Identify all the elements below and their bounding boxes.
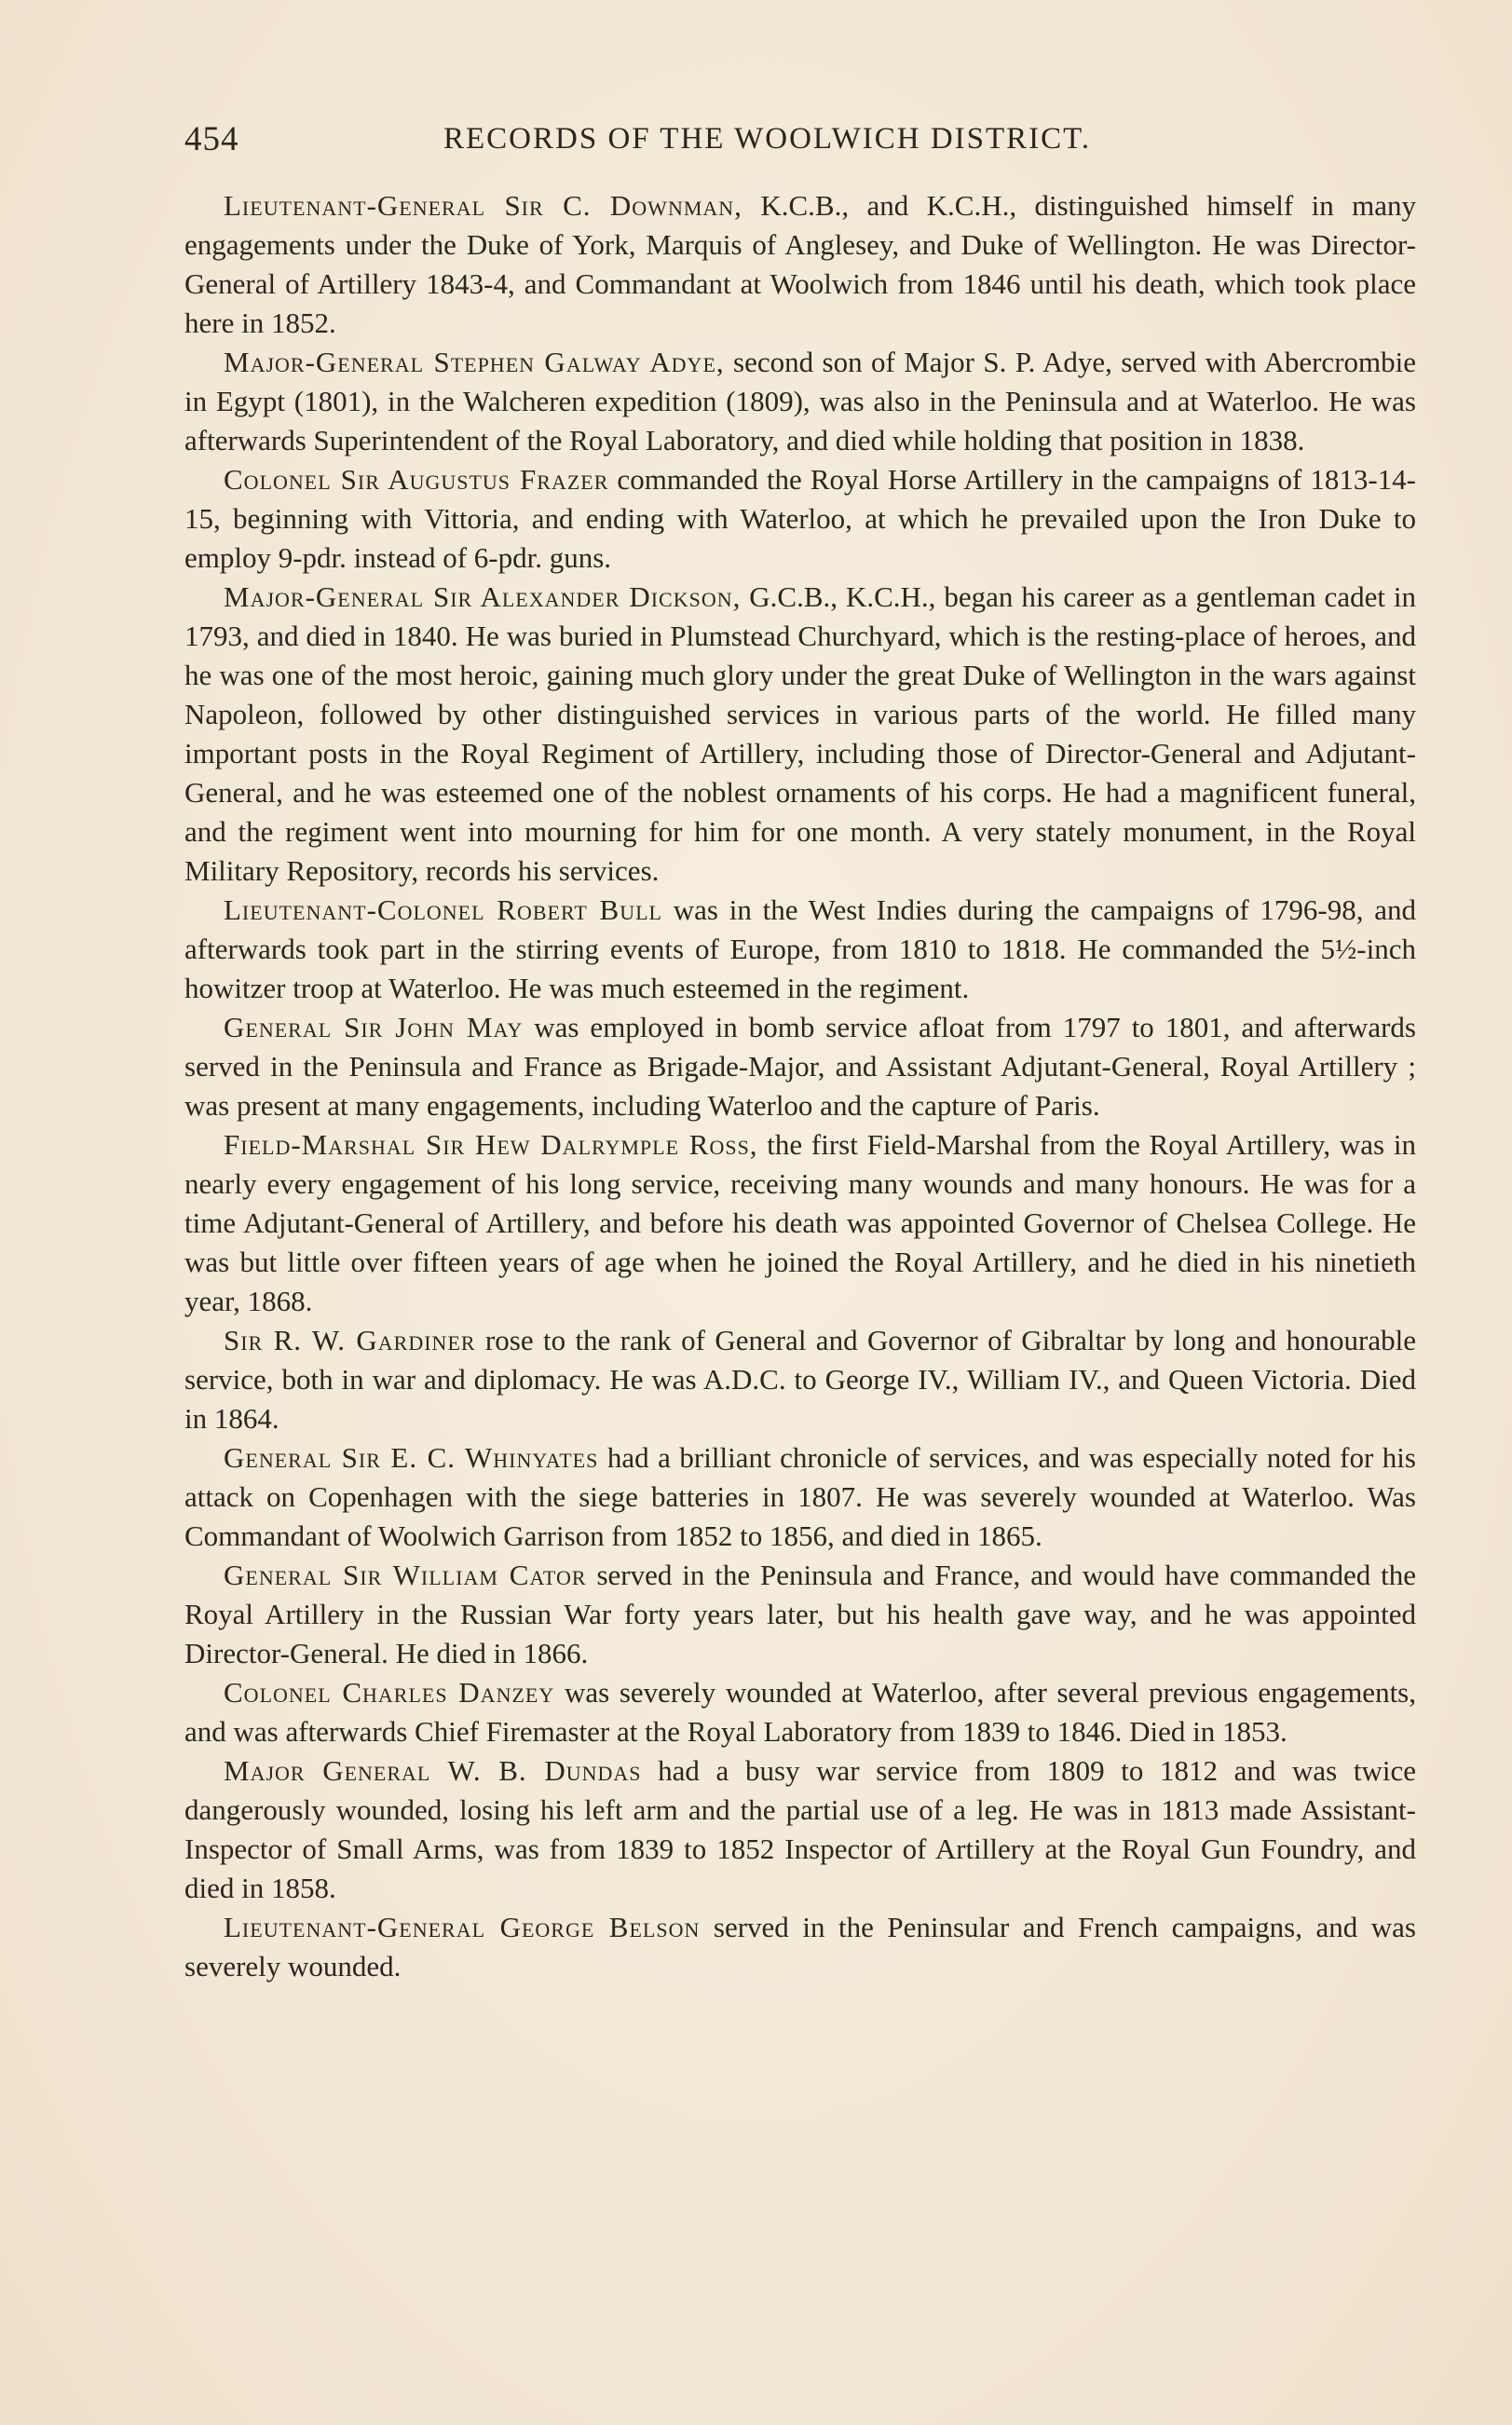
entry-name: General Sir John May bbox=[224, 1011, 524, 1043]
entry-frazer bbox=[184, 460, 1416, 578]
entry-text: G.C.B., K.C.H., began his career as a gentleman cadet in 1793, and died in 1840. He was buried in Plumstead Churchyard, which is the resting-place of heroes, and he was one of the most heroic, gaining much glory under the great Duke of Wellington in the wars against Napoleon, followed by other distinguished services in various parts of the world. He filled many important posts in the Royal Regiment of Artillery, including those of Director-General and Adjutant-General, and he was esteemed one of the noblest ornaments of his corps. He had a magnificent funeral, and the regiment went into mourning for him for one month. A very stately monument, in the Royal Military Repository, records his services. bbox=[184, 580, 1416, 887]
entry-text: second son of Major S. P. Adye, served with Abercrombie in Egypt (1801), in the Walcheren expedition (1809), was also in the Peninsula and at Waterloo. He was afterwards Superintendent of the Royal Laboratory, and died while holding that position in 1838. bbox=[184, 346, 1416, 456]
entry-text: served in the Peninsula and France, and would have commanded the Royal Artillery in the Russian War forty years later, but his health gave way, and he was appointed Director-General. He died in 1866. bbox=[184, 1559, 1416, 1669]
entry-text: had a brilliant chronicle of services, and was especially noted for his attack on Copenhagen with the siege batteries in 1807. He was severely wounded at Waterloo. Was Commandant of Woolwich Garrison from 1852 to 1856, and died in 1865. bbox=[184, 1441, 1416, 1552]
entry-text: had a busy war service from 1809 to 1812 and was twice dangerously wounded, losing his left arm and the partial use of a leg. He was in 1813 made Assistant-Inspector of Small Arms, was from 1839 to 1852 Inspector of Artillery at the Royal Gun Foundry, and died in 1858. bbox=[184, 1754, 1416, 1904]
entry-name: Lieutenant-Colonel Robert Bull bbox=[224, 893, 662, 926]
entry-name: General Sir E. C. Whinyates bbox=[224, 1441, 599, 1474]
running-head: RECORDS OF THE WOOLWICH DISTRICT. bbox=[443, 122, 1092, 156]
entry-name: Colonel Sir Augustus Frazer bbox=[224, 463, 609, 496]
entry-name: Sir R. W. Gardiner bbox=[224, 1324, 476, 1356]
entry-text: commanded the Royal Horse Artillery in the campaigns of 1813-14-15, beginning with Vittoria, and ending with Waterloo, at which he prevailed upon the Iron Duke to employ 9-pdr. instead of 6-pdr. guns. bbox=[184, 463, 1417, 574]
entry-danzey bbox=[184, 1673, 1416, 1751]
entry-text: the first Field-Marshal from the Royal Artillery, was in nearly every engagement of his long service, receiving many wounds and many honours. He was for a time Adjutant-General of Artillery, and before his death was appointed Governor of Chelsea College. He was but little over fifteen years of age when he joined the Royal Artillery, and he died in his ninetieth year, 1868. bbox=[184, 1128, 1416, 1317]
entry-text: was severely wounded at Waterloo, after several previous engagements, and was afterwards Chief Firemaster at the Royal Laboratory from 1839 to 1846. Died in 1853. bbox=[184, 1676, 1416, 1748]
entry-ross bbox=[184, 1125, 1416, 1321]
entry-name: Major-General Stephen Galway Adye, bbox=[224, 346, 725, 378]
entry-whinyates bbox=[184, 1438, 1416, 1556]
entry-downman bbox=[184, 186, 1416, 343]
entry-name: Colonel Charles Danzey bbox=[224, 1676, 555, 1709]
entry-text: rose to the rank of General and Governor of Gibraltar by long and honourable service, both in war and diplomacy. He was A.D.C. to George IV., William IV., and Queen Victoria. Died in 1864. bbox=[184, 1324, 1417, 1435]
entry-belson bbox=[184, 1908, 1416, 1986]
page-number: 454 bbox=[184, 120, 239, 158]
entry-dickson bbox=[184, 578, 1416, 891]
entry-may bbox=[184, 1008, 1416, 1125]
entry-text: was employed in bomb service afloat from 1797 to 1801, and afterwards served in the Peninsula and France as Brigade-Major, and Assistant Adjutant-General, Royal Artillery ; was present at many engagements, including Waterloo and the capture of Paris. bbox=[184, 1011, 1416, 1122]
entry-gardiner bbox=[184, 1321, 1416, 1438]
entry-name: Lieutenant-General Sir C. Downman, bbox=[224, 189, 742, 222]
entry-adye bbox=[184, 343, 1416, 460]
entry-cator bbox=[184, 1556, 1416, 1673]
entry-name: Lieutenant-General George Belson bbox=[224, 1911, 701, 1943]
entry-name: Major General W. B. Dundas bbox=[224, 1754, 642, 1787]
entry-name: Field-Marshal Sir Hew Dalrymple Ross, bbox=[224, 1128, 758, 1161]
entry-bull bbox=[184, 891, 1416, 1008]
entry-dundas bbox=[184, 1751, 1416, 1908]
page-body bbox=[184, 186, 1416, 1986]
entry-name: Major-General Sir Alexander Dickson, bbox=[224, 580, 742, 613]
entry-text: was in the West Indies during the campaigns of 1796-98, and afterwards took part in the stirring events of Europe, from 1810 to 1818. He commanded the 5½-inch howitzer troop at Waterloo. He was much esteemed in the regiment. bbox=[184, 893, 1416, 1004]
entry-text: K.C.B., and K.C.H., distinguished himself in many engagements under the Duke of York, Marquis of Anglesey, and Duke of Wellington. He was Director-General of Artillery 1843-4, and Commandant at Woolwich from 1846 until his death, which took place here in 1852. bbox=[184, 189, 1416, 339]
entry-text: served in the Peninsular and French campaigns, and was severely wounded. bbox=[184, 1911, 1416, 1982]
entry-name: General Sir William Cator bbox=[224, 1559, 587, 1591]
page-header bbox=[184, 119, 1414, 166]
